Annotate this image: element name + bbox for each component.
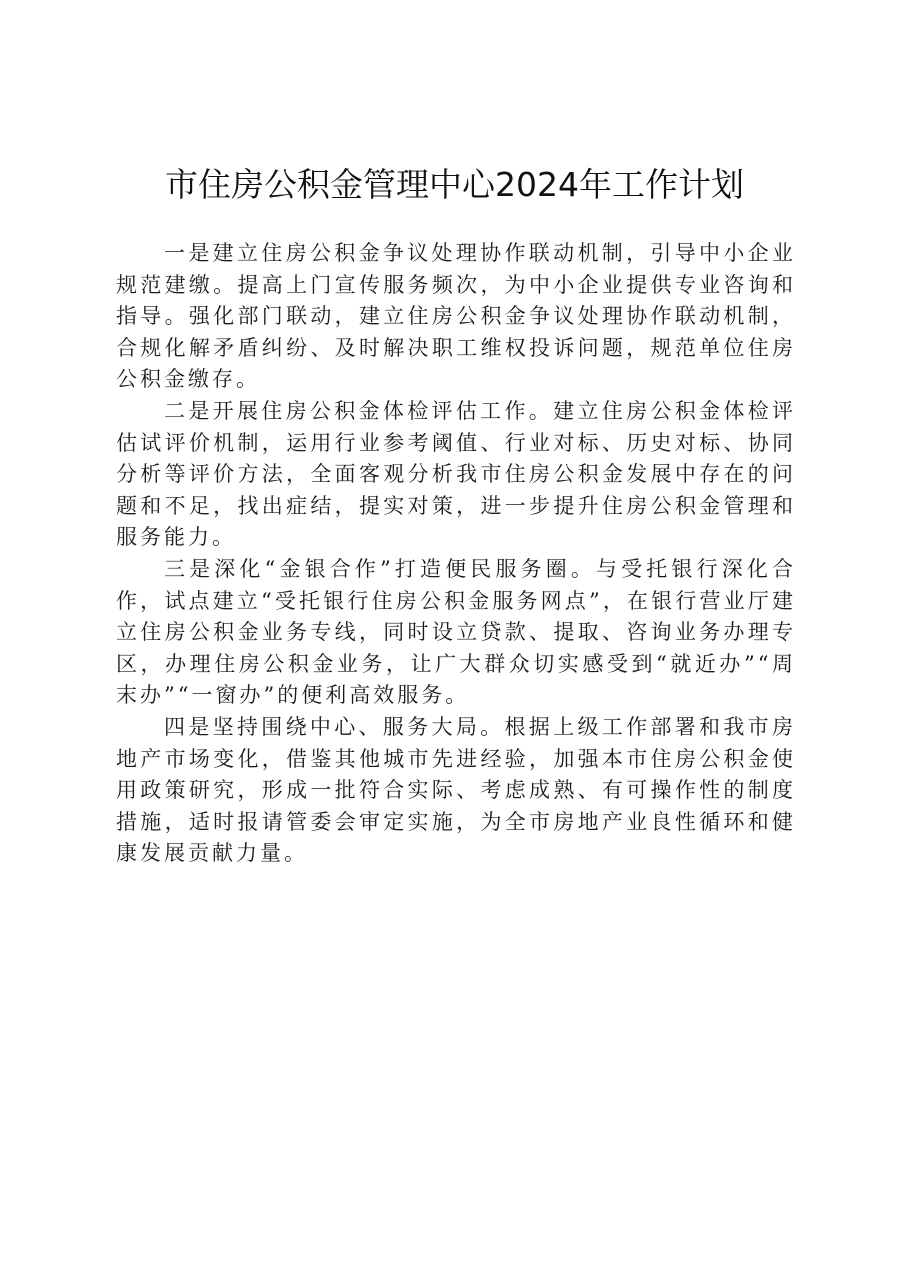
paragraph-4: 四是坚持围绕中心、服务大局。根据上级工作部署和我市房地产市场变化，借鉴其他城市先进经验，加强本市住房公积金使用政策研究，形成一批符合实际、考虑成熟、有可操作性的制度措施，适时报请管委会审定实施，为全市房地产业良性循环和健康发展贡献力量。 (116, 714, 796, 866)
paragraph-3: 三是深化“金银合作”打造便民服务圈。与受托银行深化合作，试点建立“受托银行住房公积金服务网点”，在银行营业厅建立住房公积金业务专线，同时设立贷款、提取、咨询业务办理专区，办理住房公积金业务，让广大群众切实感受到“就近办”“周末办”“一窗办”的便利高效服务。 (116, 556, 796, 708)
document-body (116, 238, 796, 870)
paragraph-2: 二是开展住房公积金体检评估工作。建立住房公积金体检评估试评价机制，运用行业参考阈值、行业对标、历史对标、协同分析等评价方法，全面客观分析我市住房公积金发展中存在的问题和不足，找出症结，提实对策，进一步提升住房公积金管理和服务能力。 (116, 398, 796, 550)
paragraph-1: 一是建立住房公积金争议处理协作联动机制，引导中小企业规范建缴。提高上门宣传服务频次，为中小企业提供专业咨询和指导。强化部门联动，建立住房公积金争议处理协作联动机制，合规化解矛盾纠纷、及时解决职工维权投诉问题，规范单位住房公积金缴存。 (116, 241, 796, 392)
document-title: 市住房公积金管理中心2024年工作计划 (165, 165, 744, 204)
